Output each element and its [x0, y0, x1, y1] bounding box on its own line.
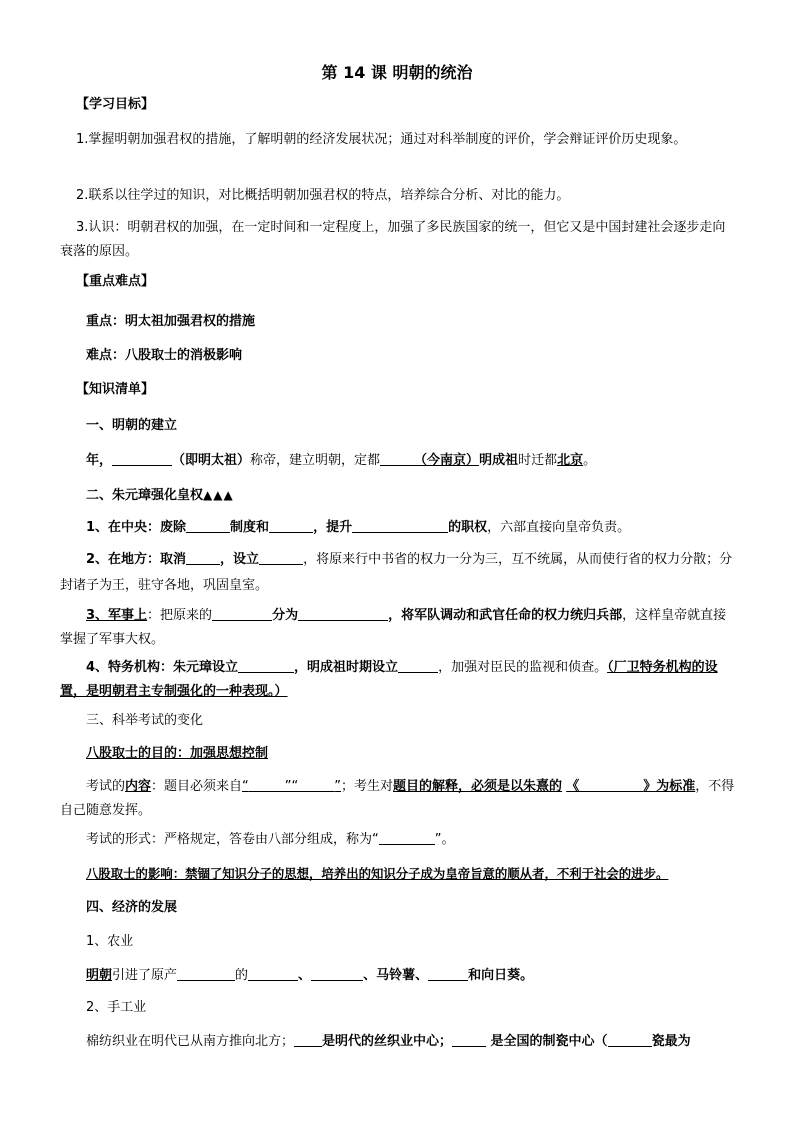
- s4-craft-b: 是明代的丝织业中心；: [322, 1034, 453, 1049]
- s1-text-a: 年，: [86, 453, 113, 468]
- s3-content-c: ：题目必须来自: [151, 779, 243, 794]
- s2-item-3: [60, 604, 736, 652]
- s4-agri-line: [86, 966, 736, 986]
- goal-1: 1.掌握明朝加强君权的措施，了解明朝的经济发展状况；通过对科举制度的评价，学会辩证评价历史现象。: [76, 132, 687, 147]
- s2-item-4: [60, 656, 736, 704]
- s2-i1-b: 制度和: [230, 520, 270, 535]
- s2-i4-d: （厂卫特务机构的设置，是明朝君主专制强化的一种表现。）: [60, 660, 718, 699]
- s2-i2-c: ，将原来行中书省的权力一分为三，互不统属，从而使行省的权力分散；分封诸子为王，驻守各地，巩固皇室。: [60, 552, 733, 593]
- blank-zhuxi-book: [579, 777, 643, 792]
- s1-text-e: 明成祖: [479, 453, 519, 468]
- s3-content-d: “: [242, 779, 249, 794]
- s2-i3-b: ：把原来的: [147, 608, 213, 623]
- s2-i4-b: ，明成祖时期设立: [294, 660, 399, 675]
- section-3-title: 三、科举考试的变化: [86, 713, 204, 728]
- s4-agri-c: 的: [235, 968, 249, 983]
- s3-content-h: 题目的解释，必须是以朱熹的: [393, 779, 563, 794]
- s4-craft-line: [86, 1032, 736, 1052]
- blank-crop-3: [428, 966, 468, 981]
- blank-i4-1: [238, 658, 294, 673]
- s4-agri-b: 引进了原产: [112, 968, 178, 983]
- s4-agri-a: 明朝: [86, 968, 113, 983]
- goals-heading: 【学习目标】: [76, 97, 155, 112]
- section-2-title-text: 二、朱元璋强化皇权: [86, 488, 204, 503]
- blank-origin: [177, 966, 235, 981]
- blank-crop-2: [311, 966, 363, 981]
- key-difficult: 难点：八股取士的消极影响: [86, 348, 243, 363]
- s4-agri-title: 1、农业: [86, 934, 134, 949]
- s1-text-g: 北京: [557, 453, 584, 468]
- s4-craft-c: 是全国的制瓷中心（: [486, 1034, 608, 1049]
- s2-i1-d: 的职权: [448, 520, 488, 535]
- blank-porcelain-type: [608, 1032, 652, 1047]
- s1-text-f: 时迁都: [518, 453, 558, 468]
- s2-i3-d: ，将军队调动和武官任命的权力统归兵部: [388, 608, 623, 623]
- blank-crop-1: [248, 966, 298, 981]
- s2-item-2: [60, 547, 736, 599]
- blank-i1-3: [352, 518, 448, 533]
- section-1-title: 一、明朝的建立: [86, 418, 178, 433]
- s2-i4-a: 4、特务机构：朱元璋设立: [86, 660, 239, 675]
- s1-text-c: 称帝，建立明朝，定都: [250, 453, 381, 468]
- key-point: 重点：明太祖加强君权的措施: [86, 314, 256, 329]
- s3-content-b: 内容: [125, 779, 152, 794]
- blank-silk-center: [294, 1032, 322, 1047]
- s2-i2-b: ，设立: [220, 552, 260, 567]
- goal-3: 3.认识：明朝君权的加强，在一定时间和一定程度上，加强了多民族国家的统一，但它又是中国封建社会逐步走向衰落的原因。: [60, 220, 726, 259]
- s3-purpose: 八股取士的目的：加强思想控制: [86, 746, 269, 761]
- s3-form-a: 考试的形式：严格规定，答卷由八部分组成，称为“: [86, 832, 379, 847]
- s3-content-i: 《: [566, 779, 580, 794]
- blank-baguwen: [379, 830, 435, 845]
- s4-craft-title: 2、手工业: [86, 1000, 147, 1015]
- s3-content-f: ”: [334, 779, 342, 794]
- s2-i1-c: ，提升: [313, 520, 353, 535]
- goal-2: 2.联系以往学过的知识，对比概括明朝加强君权的特点，培养综合分析、对比的能力。: [76, 188, 570, 203]
- s2-i2-a: 2、在地方：取消: [86, 552, 187, 567]
- blank-book-1: [249, 777, 285, 792]
- s3-form: [86, 830, 736, 850]
- s1-text-h: 。: [583, 453, 597, 468]
- s2-i1-a: 1、在中央：废除: [86, 520, 187, 535]
- triangle-icons: ▲▲▲: [203, 488, 234, 502]
- s2-i4-c: ，加强对臣民的监视和侦查。: [438, 660, 608, 675]
- s3-form-b: ”。: [434, 832, 455, 847]
- key-heading: 【重点难点】: [76, 274, 155, 289]
- blank-book-2: [298, 777, 334, 792]
- s2-i3-e: ，这样皇帝就直接掌握了军事大权。: [60, 608, 727, 647]
- s3-content-g: ；考生对: [341, 779, 394, 794]
- blank-capital: [380, 451, 414, 466]
- s3-content-j: 》为标准: [643, 779, 696, 794]
- s4-craft-d: 瓷最为: [651, 1034, 691, 1049]
- blank-i3-1: [212, 606, 272, 621]
- s4-agri-f: 和向日葵。: [468, 968, 534, 983]
- s3-effect: 八股取士的影响：禁锢了知识分子的思想，培养出的知识分子成为皇帝旨意的顺从者，不利于社会的进步。: [86, 866, 669, 881]
- section-4-title: 四、经济的发展: [86, 900, 178, 915]
- s4-agri-e: 、马铃薯、: [363, 968, 429, 983]
- s1-text-d: （今南京）: [414, 453, 480, 468]
- blank-i2-2: [259, 550, 303, 565]
- lesson-title: 第 14 课 明朝的统治: [321, 63, 473, 82]
- section-1-line: [86, 451, 736, 471]
- s3-content-e: ”“: [284, 779, 299, 794]
- blank-i1-2: [269, 518, 313, 533]
- s2-i1-e: ，六部直接向皇帝负责。: [487, 520, 631, 535]
- s4-craft-a: 棉纺织业在明代已从南方推向北方；: [86, 1034, 295, 1049]
- blank-porcelain-center: [452, 1032, 486, 1047]
- blank-i3-2: [298, 606, 388, 621]
- section-2-title: [86, 485, 736, 506]
- blank-i1-1: [186, 518, 230, 533]
- s4-agri-d: 、: [298, 968, 312, 983]
- s3-content-a: 考试的: [86, 779, 126, 794]
- knowledge-heading: 【知识清单】: [76, 382, 155, 397]
- blank-emperor: [112, 451, 172, 466]
- s3-content: [60, 775, 736, 823]
- s1-text-b: （即明太祖）: [172, 453, 251, 468]
- s2-i3-a: 3、军事上: [86, 608, 148, 623]
- blank-i2-1: [186, 550, 220, 565]
- s2-item-1: [86, 518, 736, 538]
- blank-i4-2: [398, 658, 438, 673]
- s2-i3-c: 分为: [272, 608, 299, 623]
- s3-content-k: ，不得自己随意发挥。: [60, 779, 735, 818]
